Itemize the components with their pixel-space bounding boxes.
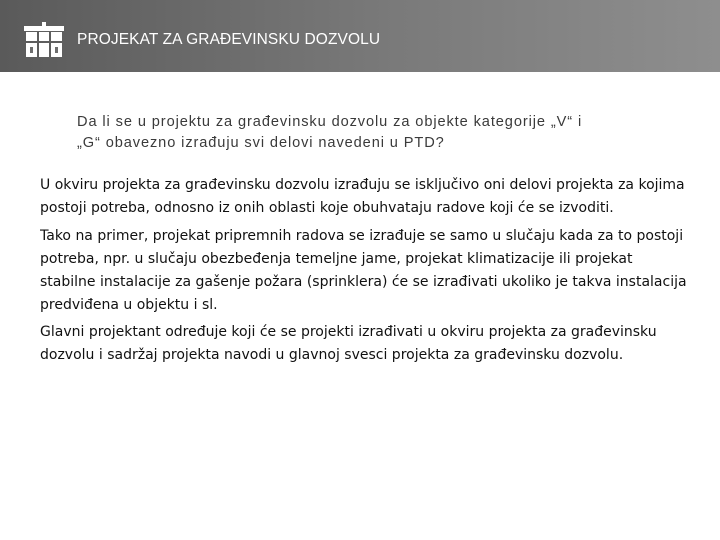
page-title: PROJEKAT ZA GRAĐEVINSKU DOZVOLU (77, 31, 381, 48)
paragraph-line: predviđena u objektu i sl. (40, 297, 218, 313)
paragraph-line: dozvolu i sadržaj projekta navodi u glavnoj svesci projekta za građevinsku dozvolu. (40, 347, 624, 363)
question-line: Da li se u projektu za građevinsku dozvolu za objekte kategorije „V“ i (77, 114, 583, 130)
paragraph-example (40, 225, 702, 317)
paragraph-line: postoji potreba, odnosno iz onih oblasti koje obuhvataju radove koji će se izvoditi. (40, 200, 614, 216)
question-text (77, 112, 677, 154)
paragraph-lead-designer (40, 321, 702, 367)
question-line: „G“ obavezno izrađuju svi delovi navedeni u PTD? (77, 135, 445, 151)
paragraph-line: Tako na primer, projekat pripremnih radova se izrađuje se samo u slučaju kada za to postoji (40, 228, 684, 244)
paragraph-line: stabilne instalacije za gašenje požara (sprinklera) će se izrađivati ukoliko je takva instalacija (40, 274, 687, 290)
building-logo-icon (24, 22, 64, 60)
paragraph-line: Glavni projektant određuje koji će se projekti izrađivati u okviru projekta za građevinsku (40, 324, 657, 340)
paragraph-line: U okviru projekta za građevinsku dozvolu izrađuju se isključivo oni delovi projekta za kojima (40, 177, 685, 193)
header-bar (0, 0, 720, 72)
paragraph-scope (40, 174, 702, 220)
paragraph-line: potreba, npr. u slučaju obezbeđenja temeljne jame, projekat klimatizacije ili projekat (40, 251, 633, 267)
